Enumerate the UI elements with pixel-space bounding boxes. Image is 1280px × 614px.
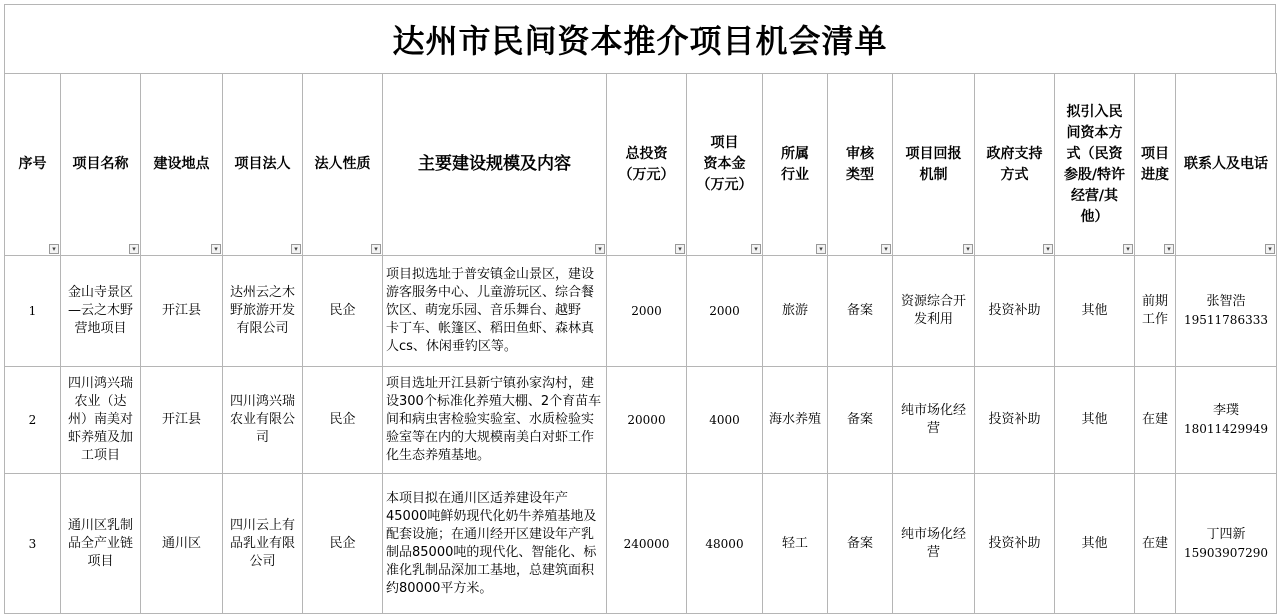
filter-dropdown-icon[interactable]: ▾	[1164, 244, 1174, 254]
cell-investment[interactable]: 2000	[607, 256, 687, 367]
cell-nature[interactable]: 民企	[303, 474, 383, 614]
header-content: 主要建设规模及内容 ▾	[383, 74, 607, 256]
cell-location[interactable]: 通川区	[141, 474, 223, 614]
cell-progress[interactable]: 在建	[1135, 474, 1176, 614]
cell-contact[interactable]	[1176, 367, 1277, 474]
cell-support[interactable]: 投资补助	[975, 474, 1055, 614]
header-capital: 项目 资本金 （万元） ▾	[687, 74, 763, 256]
cell-entity[interactable]: 四川云上有 品乳业有限 公司	[223, 474, 303, 614]
cell-capital[interactable]: 48000	[687, 474, 763, 614]
header-seq: 序号 ▾	[5, 74, 61, 256]
cell-seq[interactable]: 3	[5, 474, 61, 614]
cell-entity[interactable]: 四川鸿兴瑞 农业有限公 司	[223, 367, 303, 474]
cell-industry[interactable]: 轻工	[763, 474, 828, 614]
table-row	[5, 256, 1277, 367]
cell-name[interactable]: 四川鸿兴瑞 农业（达 州）南美对 虾养殖及加 工项目	[61, 367, 141, 474]
filter-dropdown-icon[interactable]: ▾	[291, 244, 301, 254]
filter-dropdown-icon[interactable]: ▾	[963, 244, 973, 254]
cell-industry[interactable]: 旅游	[763, 256, 828, 367]
cell-capital[interactable]: 4000	[687, 367, 763, 474]
cell-support[interactable]: 投资补助	[975, 367, 1055, 474]
cell-seq[interactable]: 1	[5, 256, 61, 367]
contact-phone: 19511786333	[1184, 313, 1268, 327]
header-progress: 项目 进度 ▾	[1135, 74, 1176, 256]
project-table	[4, 73, 1277, 614]
sheet-title: 达州市民间资本推介项目机会清单	[4, 4, 1276, 73]
header-name: 项目名称 ▾	[61, 74, 141, 256]
filter-dropdown-icon[interactable]: ▾	[816, 244, 826, 254]
cell-name[interactable]: 金山寺景区 —云之木野 营地项目	[61, 256, 141, 367]
header-support: 政府支持 方式 ▾	[975, 74, 1055, 256]
cell-nature[interactable]: 民企	[303, 367, 383, 474]
cell-review[interactable]: 备案	[828, 256, 893, 367]
cell-contact[interactable]	[1176, 474, 1277, 614]
contact-phone: 15903907290	[1184, 545, 1268, 560]
cell-support[interactable]: 投资补助	[975, 256, 1055, 367]
cell-investment[interactable]: 240000	[607, 474, 687, 614]
spreadsheet	[4, 4, 1276, 614]
filter-dropdown-icon[interactable]: ▾	[595, 244, 605, 254]
header-mode: 拟引入民 间资本方 式（民资 参股/特许 经营/其 他） ▾	[1055, 74, 1135, 256]
header-nature: 法人性质 ▾	[303, 74, 383, 256]
cell-mode[interactable]: 其他	[1055, 256, 1135, 367]
filter-dropdown-icon[interactable]: ▾	[1043, 244, 1053, 254]
filter-dropdown-icon[interactable]: ▾	[675, 244, 685, 254]
cell-content[interactable]: 项目拟选址于普安镇金山景区，建设 游客服务中心、儿童游玩区、综合餐 饮区、萌宠乐园、音乐舞台、越野 卡丁车、帐篷区、稻田鱼虾、森林真 人cs、休闲垂钓区等。	[383, 256, 607, 367]
cell-nature[interactable]: 民企	[303, 256, 383, 367]
cell-return[interactable]: 纯市场化经 营	[893, 367, 975, 474]
cell-investment[interactable]: 20000	[607, 367, 687, 474]
contact-name: 张智浩	[1206, 294, 1246, 309]
cell-progress[interactable]: 在建	[1135, 367, 1176, 474]
cell-return[interactable]: 资源综合开 发利用	[893, 256, 975, 367]
contact-name: 李璞	[1212, 403, 1239, 418]
filter-dropdown-icon[interactable]: ▾	[1265, 244, 1275, 254]
header-contact: 联系人及电话 ▾	[1176, 74, 1277, 256]
cell-mode[interactable]: 其他	[1055, 474, 1135, 614]
contact-name: 丁四新	[1206, 526, 1246, 542]
cell-capital[interactable]: 2000	[687, 256, 763, 367]
table-row	[5, 474, 1277, 614]
contact-phone: 18011429949	[1184, 422, 1268, 436]
header-entity: 项目法人 ▾	[223, 74, 303, 256]
filter-dropdown-icon[interactable]: ▾	[751, 244, 761, 254]
filter-dropdown-icon[interactable]: ▾	[49, 244, 59, 254]
cell-industry[interactable]: 海水养殖	[763, 367, 828, 474]
filter-dropdown-icon[interactable]: ▾	[129, 244, 139, 254]
cell-return[interactable]: 纯市场化经 营	[893, 474, 975, 614]
filter-dropdown-icon[interactable]: ▾	[211, 244, 221, 254]
cell-review[interactable]: 备案	[828, 367, 893, 474]
cell-name[interactable]: 通川区乳制 品全产业链 项目	[61, 474, 141, 614]
cell-location[interactable]: 开江县	[141, 367, 223, 474]
cell-entity[interactable]: 达州云之木 野旅游开发 有限公司	[223, 256, 303, 367]
cell-review[interactable]: 备案	[828, 474, 893, 614]
header-industry: 所属 行业 ▾	[763, 74, 828, 256]
cell-location[interactable]: 开江县	[141, 256, 223, 367]
cell-progress[interactable]: 前期 工作	[1135, 256, 1176, 367]
header-row	[5, 74, 1277, 256]
cell-seq[interactable]: 2	[5, 367, 61, 474]
cell-content[interactable]: 项目选址开江县新宁镇孙家沟村，建 设300个标准化养殖大棚、2个育苗车 间和病虫害检验实验室、水质检验实 验室等在内的大规模南美白对虾工作 化生态养殖基地。	[383, 367, 607, 474]
header-review: 审核 类型 ▾	[828, 74, 893, 256]
filter-dropdown-icon[interactable]: ▾	[881, 244, 891, 254]
filter-dropdown-icon[interactable]: ▾	[1123, 244, 1133, 254]
table-row	[5, 367, 1277, 474]
cell-mode[interactable]: 其他	[1055, 367, 1135, 474]
header-location: 建设地点 ▾	[141, 74, 223, 256]
header-investment: 总投资 （万元） ▾	[607, 74, 687, 256]
cell-contact[interactable]	[1176, 256, 1277, 367]
cell-content[interactable]: 本项目拟在通川区适养建设年产 45000吨鲜奶现代化奶牛养殖基地及 配套设施；在通川经开区建设年产乳 制品85000吨的现代化、智能化、标 准化乳制品深加工基地，总建筑面积 约80000平方米。	[383, 474, 607, 614]
header-return: 项目回报 机制 ▾	[893, 74, 975, 256]
filter-dropdown-icon[interactable]: ▾	[371, 244, 381, 254]
